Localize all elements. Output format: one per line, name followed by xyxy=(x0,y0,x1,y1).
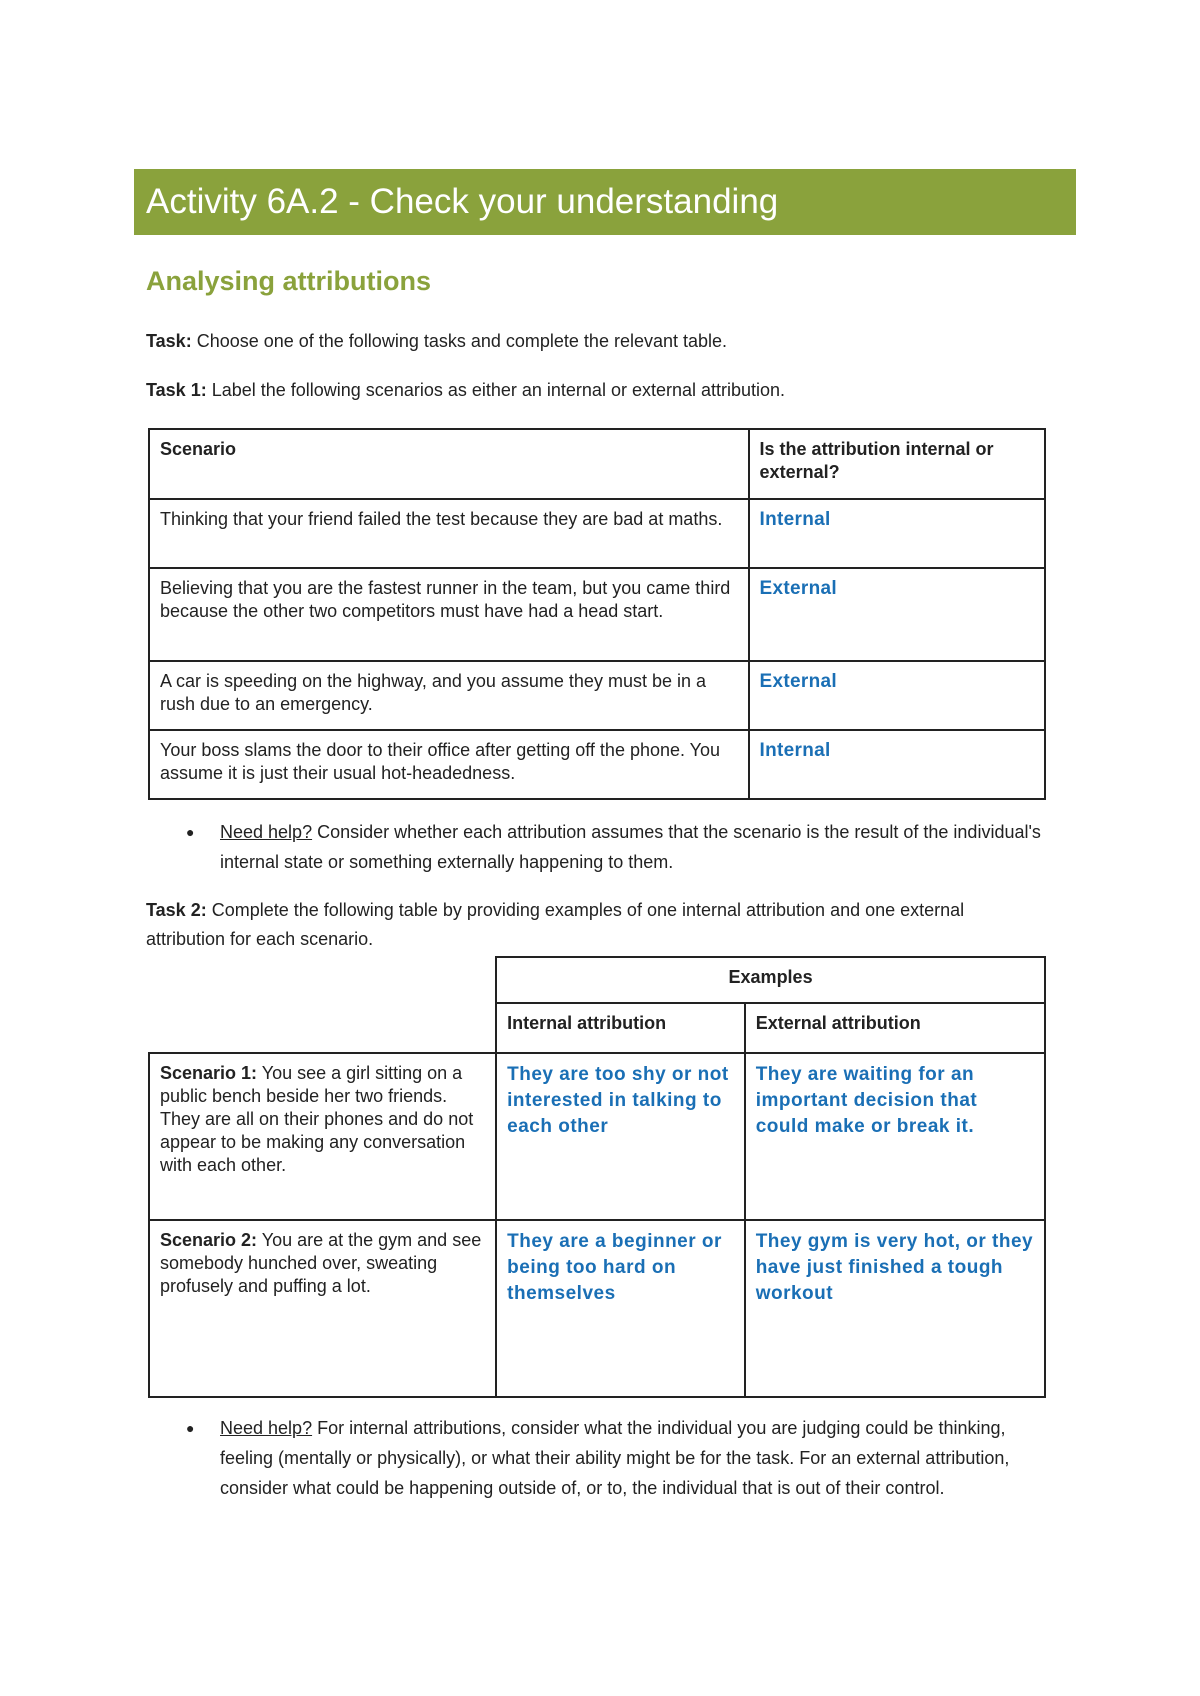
external-answer-cell[interactable]: They gym is very hot, or they have just finished a tough workout xyxy=(745,1220,1045,1397)
scenario-cell xyxy=(149,1220,496,1397)
table-row xyxy=(149,1053,1045,1220)
scenario-cell: A car is speeding on the highway, and you assume they must be in a rush due to an emergency. xyxy=(149,661,749,730)
table-header-row xyxy=(149,429,1045,499)
header-attribution: Is the attribution internal or external? xyxy=(749,429,1045,499)
scenario-label: Scenario 1: xyxy=(160,1063,258,1083)
scenario-cell: Your boss slams the door to their office after getting off the phone. You assume it is just their usual hot-headedness. xyxy=(149,730,749,799)
page-title: Activity 6A.2 - Check your understanding xyxy=(146,182,779,221)
task2-help-text: For internal attributions, consider what the individual you are judging could be thinking, feeling (mentally or physically), or what their ability might be for the task. For an external attribution, consider what could be happening outside of, or to, the individual that is out of their control. xyxy=(220,1418,1010,1498)
header-external: External attribution xyxy=(745,1003,1045,1053)
examples-header: Examples xyxy=(496,957,1045,1003)
task-intro-text: Choose one of the following tasks and complete the relevant table. xyxy=(191,331,728,351)
title-banner xyxy=(134,169,1076,235)
internal-answer-cell[interactable]: They are a beginner or being too hard on themselves xyxy=(496,1220,745,1397)
task2-help xyxy=(220,1413,1056,1503)
task2-help-bullet xyxy=(186,1413,1056,1503)
answer-cell[interactable]: External xyxy=(749,568,1045,661)
table-row xyxy=(149,499,1045,568)
scenario-cell xyxy=(149,1053,496,1220)
section-subtitle: Analysing attributions xyxy=(146,266,432,296)
table-row xyxy=(149,1220,1045,1397)
task2-table xyxy=(148,956,1046,1398)
scenario-text: You see a girl sitting on a public bench beside her two friends. They are all on their phones and do not appear to be making any conversation with each other. xyxy=(160,1063,474,1175)
bullet-dot-icon: ● xyxy=(186,824,195,840)
table-subheader-row xyxy=(149,1003,1045,1053)
empty-corner xyxy=(149,957,496,1003)
scenario-cell: Believing that you are the fastest runner in the team, but you came third because the other two competitors must have had a head start. xyxy=(149,568,749,661)
header-internal: Internal attribution xyxy=(496,1003,745,1053)
empty-corner xyxy=(149,1003,496,1053)
scenario-label: Scenario 2: xyxy=(160,1230,258,1250)
table-row xyxy=(149,568,1045,661)
task1-help-bullet xyxy=(186,817,1056,877)
task1-help-text: Consider whether each attribution assumes that the scenario is the result of the individual's internal state or something externally happening to them. xyxy=(220,822,1041,872)
task1-help-link[interactable]: Need help? xyxy=(220,822,313,842)
scenario-text: You are at the gym and see somebody hunched over, sweating profusely and puffing a lot. xyxy=(160,1230,482,1296)
task1-table xyxy=(148,428,1046,800)
task1-text: Label the following scenarios as either an internal or external attribution. xyxy=(206,380,786,400)
table-header-row xyxy=(149,957,1045,1003)
internal-answer-cell[interactable]: They are too shy or not interested in talking to each other xyxy=(496,1053,745,1220)
task1-label: Task 1: xyxy=(146,380,207,400)
external-answer-cell[interactable]: They are waiting for an important decision that could make or break it. xyxy=(745,1053,1045,1220)
bullet-dot-icon: ● xyxy=(186,1420,195,1436)
task2-help-link[interactable]: Need help? xyxy=(220,1418,313,1438)
table-row xyxy=(149,661,1045,730)
task2-label: Task 2: xyxy=(146,900,207,920)
task2-text: Complete the following table by providing examples of one internal attribution and one external attribution for each scenario. xyxy=(146,900,965,949)
answer-cell[interactable]: Internal xyxy=(749,730,1045,799)
task1-help xyxy=(220,817,1056,877)
task-intro xyxy=(146,327,727,356)
scenario-cell: Thinking that your friend failed the test because they are bad at maths. xyxy=(149,499,749,568)
table-row xyxy=(149,730,1045,799)
answer-cell[interactable]: Internal xyxy=(749,499,1045,568)
task1-instructions xyxy=(146,376,785,405)
header-scenario: Scenario xyxy=(149,429,749,499)
answer-cell[interactable]: External xyxy=(749,661,1045,730)
task-intro-label: Task: xyxy=(146,331,192,351)
task2-instructions xyxy=(146,896,1026,954)
